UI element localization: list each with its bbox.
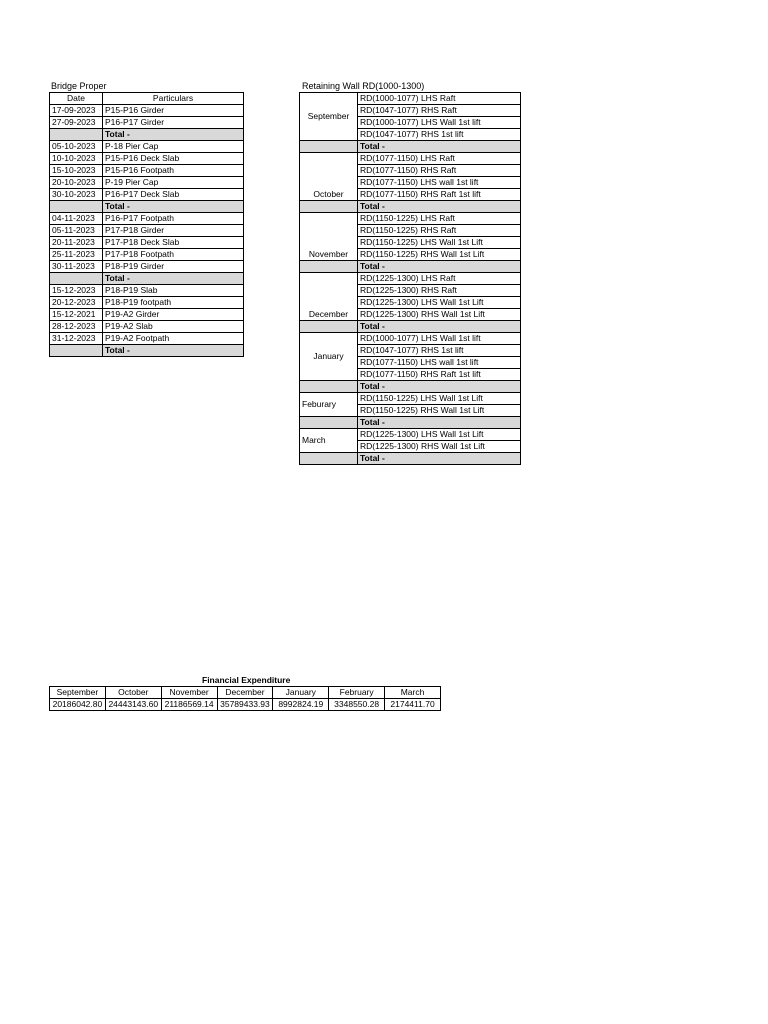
expenditure-value: 8992824.19 [273,699,329,711]
date-cell: 20-11-2023 [50,237,103,249]
financial-expenditure-table [49,686,441,711]
work-item-cell: RD(1150-1225) LHS Raft [358,213,521,225]
total-label: Total - [103,129,244,141]
total-row [50,201,244,213]
table-row [50,297,244,309]
date-cell: 15-12-2021 [50,309,103,321]
expenditure-value: 21186569.14 [161,699,217,711]
expenditure-value: 3348550.28 [329,699,385,711]
table-row [300,213,521,225]
work-item-cell: RD(1225-1300) RHS Wall 1st Lift [358,309,521,321]
table-row [50,285,244,297]
work-item-cell: RD(1047-1077) RHS 1st lift [358,129,521,141]
total-label: Total - [358,417,521,429]
bridge-title: Bridge Proper [51,81,107,91]
bridge-proper-table [49,92,244,357]
particulars-cell: P16-P17 Footpath [103,213,244,225]
table-row [50,333,244,345]
table-row [50,153,244,165]
particulars-cell: P17-P18 Footpath [103,249,244,261]
table-row [50,177,244,189]
retaining-wall-title: Retaining Wall RD(1000-1300) [302,81,425,91]
blank-cell [300,261,358,273]
table-row [50,225,244,237]
date-cell: 05-10-2023 [50,141,103,153]
total-label: Total - [358,321,521,333]
total-label: Total - [358,453,521,465]
month-cell: September [300,93,358,141]
work-item-cell: RD(1225-1300) RHS Raft [358,285,521,297]
date-cell: 17-09-2023 [50,105,103,117]
total-row [50,273,244,285]
date-cell: 30-11-2023 [50,261,103,273]
particulars-cell: P-18 Pier Cap [103,141,244,153]
total-row [300,321,521,333]
work-item-cell: RD(1077-1150) LHS wall 1st lift [358,357,521,369]
blank-cell [300,201,358,213]
date-cell: 20-12-2023 [50,297,103,309]
table-row [50,237,244,249]
work-item-cell: RD(1150-1225) LHS Wall 1st Lift [358,237,521,249]
table-row [300,273,521,285]
month-header: March [385,687,441,699]
date-cell: 20-10-2023 [50,177,103,189]
total-label: Total - [103,273,244,285]
table-row [50,261,244,273]
work-item-cell: RD(1077-1150) RHS Raft [358,165,521,177]
month-cell: December [300,273,358,321]
total-row [300,201,521,213]
work-item-cell: RD(1225-1300) LHS Wall 1st Lift [358,297,521,309]
table-row [300,333,521,345]
particulars-cell: P17-P18 Girder [103,225,244,237]
particulars-cell: P19-A2 Slab [103,321,244,333]
date-cell: 31-12-2023 [50,333,103,345]
table-row [50,213,244,225]
date-header: Date [50,93,103,105]
table-row [50,309,244,321]
date-cell: 05-11-2023 [50,225,103,237]
work-item-cell: RD(1000-1077) LHS Raft [358,93,521,105]
expenditure-value: 2174411.70 [385,699,441,711]
work-item-cell: RD(1047-1077) RHS Raft [358,105,521,117]
work-item-cell: RD(1077-1150) RHS Raft 1st lift [358,189,521,201]
retaining-wall-table [299,92,521,465]
particulars-cell: P17-P18 Deck Slab [103,237,244,249]
month-header: September [50,687,106,699]
month-header: February [329,687,385,699]
month-cell: October [300,153,358,201]
particulars-cell: P18-P19 footpath [103,297,244,309]
particulars-cell: P-19 Pier Cap [103,177,244,189]
total-label: Total - [358,381,521,393]
total-label: Total - [103,345,244,357]
date-cell: 10-10-2023 [50,153,103,165]
total-label: Total - [358,141,521,153]
blank-cell [300,453,358,465]
table-row [50,117,244,129]
total-row [300,141,521,153]
particulars-cell: P15-P16 Deck Slab [103,153,244,165]
date-cell: 04-11-2023 [50,213,103,225]
total-row [300,381,521,393]
table-row [50,321,244,333]
expenditure-value: 24443143.60 [105,699,161,711]
month-header: January [273,687,329,699]
month-header: December [217,687,273,699]
table-row [300,93,521,105]
table-row [300,393,521,405]
particulars-cell: P19-A2 Girder [103,309,244,321]
work-item-cell: RD(1150-1225) RHS Wall 1st Lift [358,405,521,417]
work-item-cell: RD(1077-1150) LHS wall 1st lift [358,177,521,189]
table-row [50,189,244,201]
work-item-cell: RD(1225-1300) LHS Raft [358,273,521,285]
work-item-cell: RD(1225-1300) LHS Wall 1st Lift [358,429,521,441]
work-item-cell: RD(1000-1077) LHS Wall 1st lift [358,117,521,129]
particulars-cell: P18-P19 Girder [103,261,244,273]
date-cell [50,201,103,213]
work-item-cell: RD(1047-1077) RHS 1st lift [358,345,521,357]
work-item-cell: RD(1150-1225) LHS Wall 1st Lift [358,393,521,405]
date-cell [50,345,103,357]
expenditure-value: 20186042.80 [50,699,106,711]
work-item-cell: RD(1150-1225) RHS Wall 1st Lift [358,249,521,261]
table-row [50,249,244,261]
blank-cell [300,141,358,153]
date-cell: 28-12-2023 [50,321,103,333]
particulars-cell: P18-P19 Slab [103,285,244,297]
month-cell: November [300,213,358,261]
total-row [300,261,521,273]
particulars-cell: P15-P16 Girder [103,105,244,117]
particulars-header: Particulars [103,93,244,105]
particulars-cell: P16-P17 Girder [103,117,244,129]
date-cell: 15-10-2023 [50,165,103,177]
date-cell [50,273,103,285]
work-item-cell: RD(1225-1300) RHS Wall 1st Lift [358,441,521,453]
table-row [300,153,521,165]
blank-cell [300,417,358,429]
date-cell: 30-10-2023 [50,189,103,201]
date-cell [50,129,103,141]
total-row [300,453,521,465]
total-label: Total - [358,261,521,273]
table-row [50,165,244,177]
particulars-cell: P15-P16 Footpath [103,165,244,177]
total-row [50,129,244,141]
work-item-cell: RD(1077-1150) RHS Raft 1st lift [358,369,521,381]
total-label: Total - [103,201,244,213]
work-item-cell: RD(1077-1150) LHS Raft [358,153,521,165]
table-row [50,141,244,153]
particulars-cell: P16-P17 Deck Slab [103,189,244,201]
total-label: Total - [358,201,521,213]
month-cell: January [300,333,358,381]
work-item-cell: RD(1000-1077) LHS Wall 1st lift [358,333,521,345]
particulars-cell: P19-A2 Footpath [103,333,244,345]
table-row [300,429,521,441]
month-cell: March [300,429,358,453]
blank-cell [300,321,358,333]
expenditure-value: 35789433.93 [217,699,273,711]
total-row [50,345,244,357]
table-row [50,105,244,117]
date-cell: 27-09-2023 [50,117,103,129]
financial-title: Financial Expenditure [202,675,291,685]
month-header: November [161,687,217,699]
work-item-cell: RD(1150-1225) RHS Raft [358,225,521,237]
date-cell: 25-11-2023 [50,249,103,261]
blank-cell [300,381,358,393]
month-header: October [105,687,161,699]
month-cell: Feburary [300,393,358,417]
date-cell: 15-12-2023 [50,285,103,297]
total-row [300,417,521,429]
